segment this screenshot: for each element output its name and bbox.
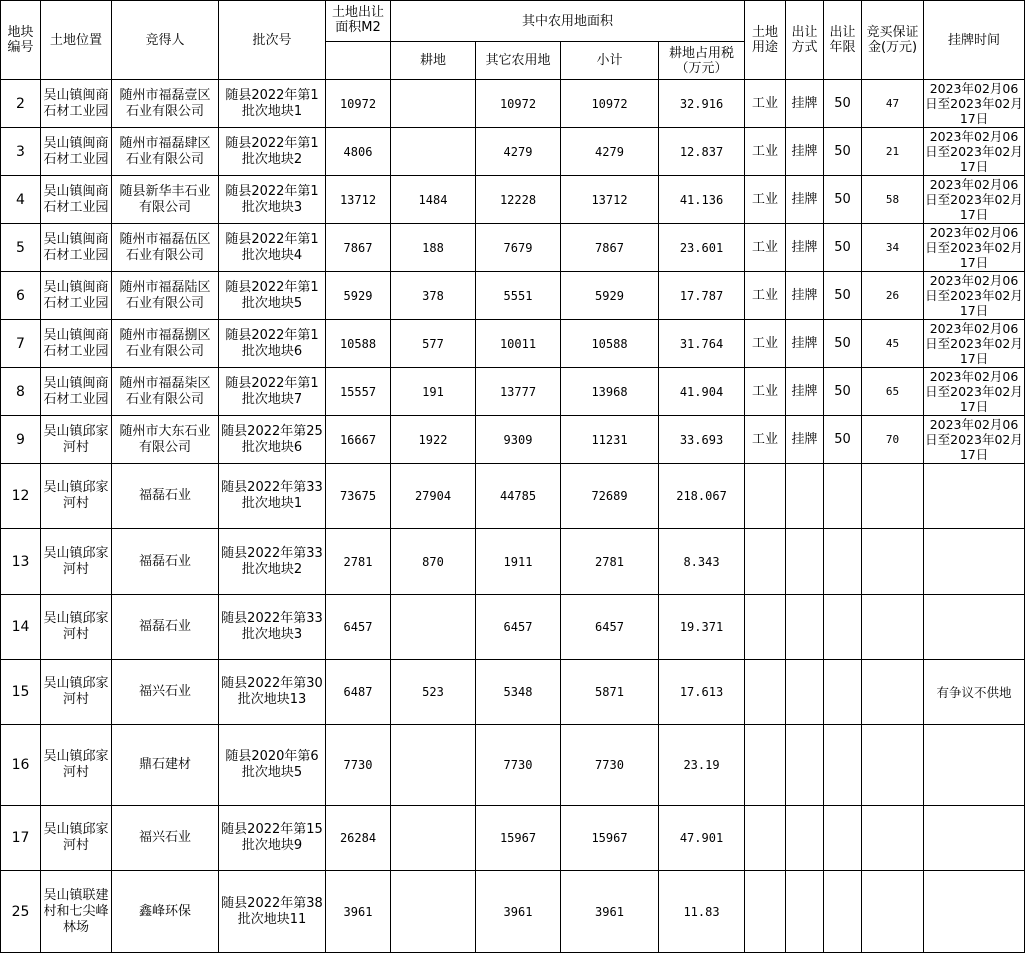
cell-batch: 随县2022年第25批次地块6: [219, 416, 326, 464]
cell-method: 挂牌: [786, 272, 824, 320]
cell-deposit: 70: [862, 416, 924, 464]
cell-location: 吴山镇邱家河村: [41, 529, 112, 595]
header-term: 出让年限: [824, 1, 862, 80]
cell-listing-time: [924, 725, 1025, 806]
cell-listing-time: 2023年02月06日至2023年02月17日: [925, 129, 1023, 174]
cell-batch: 随县2022年第1批次地块5: [219, 272, 326, 320]
cell-batch: 随县2022年第15批次地块9: [219, 806, 326, 871]
cell-term: [824, 725, 862, 806]
cell-other-agri: 44785: [476, 464, 561, 529]
cell-area: 10972: [326, 80, 391, 128]
cell-location: 吴山镇联建村和七尖峰林场: [41, 871, 112, 953]
cell-batch: 随县2022年第1批次地块3: [219, 176, 326, 224]
cell-plot-no: 5: [1, 224, 41, 272]
cell-method: 挂牌: [786, 176, 824, 224]
cell-method: 挂牌: [786, 416, 824, 464]
cell-plot-no: 13: [1, 529, 41, 595]
table-row: [1, 595, 1025, 660]
cell-area: 13712: [326, 176, 391, 224]
cell-listing-time: 2023年02月06日至2023年02月17日: [925, 417, 1023, 462]
cell-listing-time: 2023年02月06日至2023年02月17日: [925, 273, 1023, 318]
cell-subtotal: 13968: [561, 368, 659, 416]
header-subtotal: 小计: [561, 42, 659, 80]
header-other-agri: 其它农用地: [476, 42, 561, 80]
header-agri-group: 其中农用地面积: [391, 1, 745, 42]
cell-plot-no: 17: [1, 806, 41, 871]
cell-area: 16667: [326, 416, 391, 464]
cell-cultivated: [391, 128, 476, 176]
cell-cultivated: [391, 806, 476, 871]
cell-term: 50: [824, 416, 862, 464]
cell-usage: 工业: [745, 416, 786, 464]
cell-bidder: 随州市大东石业有限公司: [112, 416, 219, 464]
cell-location: 吴山镇闽商石材工业园: [41, 320, 112, 368]
cell-cultivated: 378: [391, 272, 476, 320]
cell-area: 26284: [326, 806, 391, 871]
cell-method: [786, 806, 824, 871]
cell-usage: 工业: [745, 176, 786, 224]
cell-batch: 随县2022年第1批次地块4: [219, 224, 326, 272]
cell-usage: [745, 725, 786, 806]
cell-tax: 33.693: [659, 416, 745, 464]
cell-usage: [745, 871, 786, 953]
cell-subtotal: 2781: [561, 529, 659, 595]
table-row: [1, 806, 1025, 871]
table-row: [1, 128, 1025, 176]
cell-listing-time: 2023年02月06日至2023年02月17日: [925, 177, 1023, 222]
cell-location: 吴山镇邱家河村: [41, 660, 112, 725]
cell-tax: 12.837: [659, 128, 745, 176]
cell-cultivated: 188: [391, 224, 476, 272]
cell-batch: 随县2022年第38批次地块11: [219, 871, 326, 953]
table-row: [1, 272, 1025, 320]
cell-deposit: [862, 806, 924, 871]
cell-bidder: 福磊石业: [112, 529, 219, 595]
cell-cultivated: 523: [391, 660, 476, 725]
cell-other-agri: 5551: [476, 272, 561, 320]
cell-deposit: 21: [862, 128, 924, 176]
table-row: [1, 80, 1025, 128]
cell-tax: 11.83: [659, 871, 745, 953]
cell-area: 6487: [326, 660, 391, 725]
cell-term: [824, 871, 862, 953]
cell-tax: 23.601: [659, 224, 745, 272]
cell-plot-no: 3: [1, 128, 41, 176]
cell-method: [786, 464, 824, 529]
cell-batch: 随县2022年第33批次地块1: [219, 464, 326, 529]
header-tax: 耕地占用税（万元）: [659, 42, 745, 80]
cell-bidder: 福兴石业: [112, 660, 219, 725]
cell-subtotal: 5871: [561, 660, 659, 725]
cell-location: 吴山镇闽商石材工业园: [41, 368, 112, 416]
cell-area: 7730: [326, 725, 391, 806]
cell-deposit: 58: [862, 176, 924, 224]
cell-bidder: 鑫峰环保: [112, 871, 219, 953]
cell-other-agri: 7679: [476, 224, 561, 272]
cell-deposit: 26: [862, 272, 924, 320]
table-row: [1, 529, 1025, 595]
header-method: 出让方式: [786, 1, 824, 80]
cell-batch: 随县2022年第1批次地块6: [219, 320, 326, 368]
cell-batch: 随县2022年第33批次地块2: [219, 529, 326, 595]
cell-subtotal: 5929: [561, 272, 659, 320]
cell-term: 50: [824, 320, 862, 368]
header-cultivated: 耕地: [391, 42, 476, 80]
cell-plot-no: 9: [1, 416, 41, 464]
cell-plot-no: 7: [1, 320, 41, 368]
cell-usage: [745, 529, 786, 595]
cell-listing-time: [924, 529, 1025, 595]
cell-plot-no: 15: [1, 660, 41, 725]
cell-deposit: [862, 871, 924, 953]
cell-plot-no: 12: [1, 464, 41, 529]
cell-other-agri: 13777: [476, 368, 561, 416]
cell-subtotal: 3961: [561, 871, 659, 953]
table-row: [1, 660, 1025, 725]
cell-area: 15557: [326, 368, 391, 416]
cell-deposit: [862, 595, 924, 660]
table-row: [1, 176, 1025, 224]
cell-location: 吴山镇邱家河村: [41, 595, 112, 660]
cell-usage: 工业: [745, 272, 786, 320]
cell-location: 吴山镇闽商石材工业园: [41, 128, 112, 176]
cell-location: 吴山镇邱家河村: [41, 416, 112, 464]
cell-area: 7867: [326, 224, 391, 272]
cell-other-agri: 3961: [476, 871, 561, 953]
cell-other-agri: 15967: [476, 806, 561, 871]
cell-other-agri: 4279: [476, 128, 561, 176]
cell-cultivated: 1484: [391, 176, 476, 224]
cell-cultivated: [391, 80, 476, 128]
cell-term: [824, 806, 862, 871]
header-bidder: 竞得人: [112, 1, 219, 80]
cell-listing-time: [924, 595, 1025, 660]
cell-location: 吴山镇闽商石材工业园: [41, 224, 112, 272]
cell-bidder: 福兴石业: [112, 806, 219, 871]
cell-other-agri: 10972: [476, 80, 561, 128]
cell-bidder: 随州市福磊壹区石业有限公司: [112, 80, 219, 128]
header-area-blank: [326, 42, 391, 80]
cell-usage: 工业: [745, 368, 786, 416]
cell-bidder: 随州市福磊陆区石业有限公司: [112, 272, 219, 320]
cell-area: 73675: [326, 464, 391, 529]
header-location: 土地位置: [41, 1, 112, 80]
cell-cultivated: 27904: [391, 464, 476, 529]
cell-deposit: 65: [862, 368, 924, 416]
cell-listing-time: 2023年02月06日至2023年02月17日: [925, 369, 1023, 414]
header-listing-time: 挂牌时间: [924, 1, 1025, 80]
cell-batch: 随县2020年第6批次地块5: [219, 725, 326, 806]
cell-term: 50: [824, 80, 862, 128]
cell-listing-time: [924, 871, 1025, 953]
cell-other-agri: 1911: [476, 529, 561, 595]
header-batch: 批次号: [219, 1, 326, 80]
cell-term: 50: [824, 272, 862, 320]
cell-location: 吴山镇闽商石材工业园: [41, 176, 112, 224]
cell-other-agri: 5348: [476, 660, 561, 725]
cell-cultivated: 577: [391, 320, 476, 368]
cell-subtotal: 15967: [561, 806, 659, 871]
cell-method: [786, 871, 824, 953]
cell-term: [824, 660, 862, 725]
cell-deposit: 34: [862, 224, 924, 272]
cell-area: 2781: [326, 529, 391, 595]
cell-area: 6457: [326, 595, 391, 660]
cell-method: 挂牌: [786, 128, 824, 176]
cell-tax: 23.19: [659, 725, 745, 806]
cell-plot-no: 14: [1, 595, 41, 660]
cell-batch: 随县2022年第1批次地块7: [219, 368, 326, 416]
table-row: [1, 725, 1025, 806]
cell-bidder: 福磊石业: [112, 464, 219, 529]
cell-plot-no: 2: [1, 80, 41, 128]
cell-other-agri: 6457: [476, 595, 561, 660]
cell-plot-no: 25: [1, 871, 41, 953]
cell-listing-time: 2023年02月06日至2023年02月17日: [925, 321, 1023, 366]
table-row: [1, 224, 1025, 272]
cell-other-agri: 7730: [476, 725, 561, 806]
cell-usage: [745, 595, 786, 660]
cell-tax: 47.901: [659, 806, 745, 871]
cell-location: 吴山镇邱家河村: [41, 464, 112, 529]
cell-bidder: 随县新华丰石业有限公司: [112, 176, 219, 224]
cell-method: 挂牌: [786, 80, 824, 128]
cell-batch: 随县2022年第1批次地块1: [219, 80, 326, 128]
table-header: [1, 1, 1025, 80]
cell-method: 挂牌: [786, 368, 824, 416]
cell-tax: 31.764: [659, 320, 745, 368]
cell-listing-time: [924, 464, 1025, 529]
cell-subtotal: 6457: [561, 595, 659, 660]
cell-location: 吴山镇邱家河村: [41, 725, 112, 806]
cell-term: 50: [824, 368, 862, 416]
cell-usage: [745, 806, 786, 871]
cell-deposit: [862, 660, 924, 725]
table-row: [1, 368, 1025, 416]
cell-method: 挂牌: [786, 320, 824, 368]
cell-batch: 随县2022年第33批次地块3: [219, 595, 326, 660]
table-body: [1, 80, 1025, 953]
cell-usage: [745, 660, 786, 725]
cell-batch: 随县2022年第30批次地块13: [219, 660, 326, 725]
cell-other-agri: 9309: [476, 416, 561, 464]
header-deposit: 竞买保证金(万元): [862, 1, 924, 80]
cell-listing-time: 有争议不供地: [924, 660, 1025, 725]
cell-tax: 41.136: [659, 176, 745, 224]
cell-term: [824, 464, 862, 529]
cell-method: [786, 725, 824, 806]
cell-subtotal: 11231: [561, 416, 659, 464]
cell-term: [824, 595, 862, 660]
header-area: 土地出让面积M2: [326, 1, 391, 42]
cell-term: 50: [824, 224, 862, 272]
cell-listing-time: 2023年02月06日至2023年02月17日: [925, 225, 1023, 270]
cell-deposit: [862, 464, 924, 529]
cell-plot-no: 16: [1, 725, 41, 806]
cell-deposit: 45: [862, 320, 924, 368]
cell-other-agri: 10011: [476, 320, 561, 368]
cell-tax: 17.787: [659, 272, 745, 320]
cell-subtotal: 7867: [561, 224, 659, 272]
cell-tax: 32.916: [659, 80, 745, 128]
cell-area: 3961: [326, 871, 391, 953]
cell-term: 50: [824, 176, 862, 224]
cell-listing-time: 2023年02月06日至2023年02月17日: [925, 81, 1023, 126]
cell-subtotal: 7730: [561, 725, 659, 806]
cell-cultivated: 191: [391, 368, 476, 416]
cell-deposit: [862, 725, 924, 806]
cell-deposit: 47: [862, 80, 924, 128]
cell-usage: [745, 464, 786, 529]
cell-plot-no: 6: [1, 272, 41, 320]
cell-usage: 工业: [745, 224, 786, 272]
cell-subtotal: 10588: [561, 320, 659, 368]
cell-cultivated: 1922: [391, 416, 476, 464]
cell-cultivated: [391, 871, 476, 953]
cell-cultivated: 870: [391, 529, 476, 595]
table-row: [1, 320, 1025, 368]
cell-usage: 工业: [745, 80, 786, 128]
cell-tax: 41.904: [659, 368, 745, 416]
cell-method: 挂牌: [786, 224, 824, 272]
cell-bidder: 随州市福磊捌区石业有限公司: [112, 320, 219, 368]
cell-plot-no: 8: [1, 368, 41, 416]
cell-area: 10588: [326, 320, 391, 368]
cell-subtotal: 4279: [561, 128, 659, 176]
cell-batch: 随县2022年第1批次地块2: [219, 128, 326, 176]
cell-area: 5929: [326, 272, 391, 320]
cell-cultivated: [391, 725, 476, 806]
table-row: [1, 464, 1025, 529]
header-usage: 土地用途: [745, 1, 786, 80]
cell-bidder: 随州市福磊柒区石业有限公司: [112, 368, 219, 416]
cell-term: 50: [824, 128, 862, 176]
cell-method: [786, 595, 824, 660]
table-row: [1, 416, 1025, 464]
cell-subtotal: 10972: [561, 80, 659, 128]
cell-tax: 19.371: [659, 595, 745, 660]
header-plot-no: 地块编号: [1, 1, 41, 80]
cell-area: 4806: [326, 128, 391, 176]
cell-term: [824, 529, 862, 595]
cell-listing-time: [924, 806, 1025, 871]
cell-location: 吴山镇闽商石材工业园: [41, 272, 112, 320]
cell-usage: 工业: [745, 128, 786, 176]
cell-plot-no: 4: [1, 176, 41, 224]
cell-cultivated: [391, 595, 476, 660]
cell-location: 吴山镇邱家河村: [41, 806, 112, 871]
cell-location: 吴山镇闽商石材工业园: [41, 80, 112, 128]
cell-tax: 8.343: [659, 529, 745, 595]
cell-subtotal: 72689: [561, 464, 659, 529]
cell-tax: 17.613: [659, 660, 745, 725]
table-row: [1, 871, 1025, 953]
cell-bidder: 随州市福磊肆区石业有限公司: [112, 128, 219, 176]
cell-bidder: 福磊石业: [112, 595, 219, 660]
cell-bidder: 鼎石建材: [112, 725, 219, 806]
cell-usage: 工业: [745, 320, 786, 368]
cell-tax: 218.067: [659, 464, 745, 529]
cell-subtotal: 13712: [561, 176, 659, 224]
cell-deposit: [862, 529, 924, 595]
cell-other-agri: 12228: [476, 176, 561, 224]
cell-method: [786, 660, 824, 725]
cell-bidder: 随州市福磊伍区石业有限公司: [112, 224, 219, 272]
cell-method: [786, 529, 824, 595]
